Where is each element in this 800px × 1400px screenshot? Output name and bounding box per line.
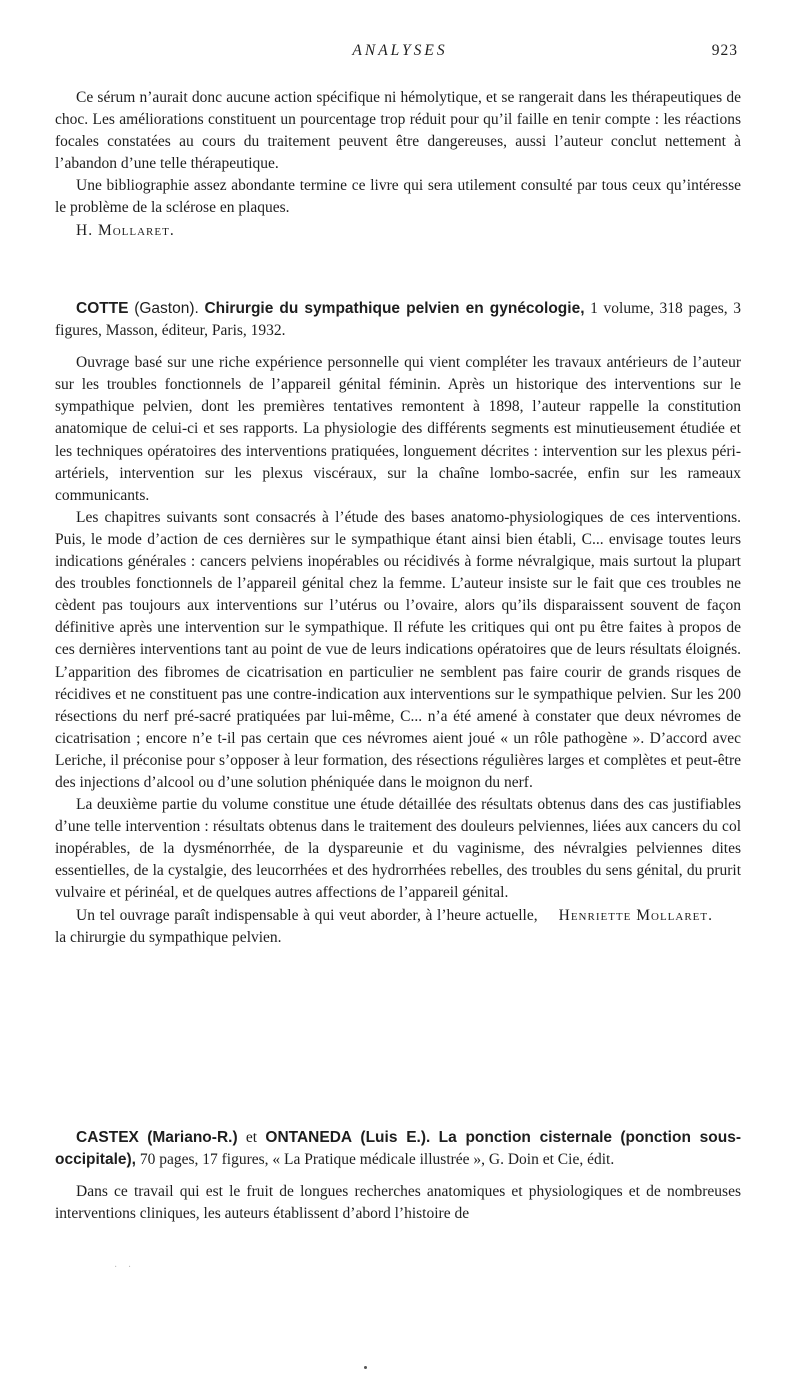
page-number: 923 [711,42,738,59]
paragraph: Une bibliographie assez abondante termine ce livre qui sera utilement consulté par tous ceux qu’intéresse le problème de la sclérose en plaques. [55,177,741,217]
review-heading [55,298,741,342]
paragraph: Les chapitres suivants sont consacrés à l’étude des bases anatomo-physiologiques de ces interventions. Puis, le mode d’action de ces dernières sur le sympathique étant ainsi bien établi, C... envisage toutes leurs indications générales : cancers pelviens inopérables ou récidivés à forme névralgique, mais surtout la plupart des troubles fonctionnels de l’appareil génital chez la femme. L’auteur insiste sur le fait que ces troubles ne cèdent pas toujours aux interventions sur l’utérus ou l’ovaire, alors qu’ils disparaissent souvent de façon définitive après une intervention sur le sympathique. Il réfute les critiques qui ont pu être faites à propos de ces dernières interventions tant au point de vue de leurs indications opératoires que de leurs résultats éloignés. L’apparition des fibromes de cicatrisation en particulier ne semblent pas faire courir de grands risques de récidives et ne constituent pas une contre-indication aux interventions sur le sympathique pelvien. Sur les 200 résections du nerf pré-sacré pratiquées par lui-même, C... n’a été amené à constater que deux névromes de cicatrisation ; encore n’e t-il pas certain que ces névromes aient joué « un rôle pathogène ». D’accord avec Leriche, il préconise pour s’opposer à leur formation, des résections régulières larges et complètes et peut-être des injections d’alcool ou d’une solution phéniquée dans le moignon du nerf. [55,508,741,791]
book-title: La ponction cisternale [438,1129,613,1146]
review-heading [55,1127,741,1171]
book-details: 1 volume, 318 pages, 3 figures, Masson, éditeur, Paris, 1932. [55,300,742,340]
author-firstname: (Luis E.). [360,1129,431,1146]
signature: H. Mollaret. [76,221,175,239]
author-firstname: (Gaston). [134,300,199,317]
paragraph: Ouvrage basé sur une riche expérience personnelle qui vient compléter les travaux antérieurs de l’auteur sur les troubles fonctionnels de l’appareil génital féminin. Après un historique des interventions sur le sympathique pelvien, dont les premières tentatives remontent à 1898, l’auteur rappelle la constitution anatomique de celui-ci et ses rapports. La physiologie des différents segments est minutieusement étudiée et les techniques opératoires des interventions pratiquées, longuement décrites : intervention sur les plexus péri-artériels, intervention sur les plexus viscéraux, sur la chaîne lombo-sacrée, enfin sur les rameaux communicants. [55,354,741,504]
paragraph: La deuxième partie du volume constitue une étude détaillée des résultats obtenus dans des cas justifiables d’une telle intervention : résultats obtenus dans le traitement des douleurs pelviennes, liées aux cancers du col inopérables, de la dysménorrhée, de la dyspareunie et du vaginisme, des névralgies pelviennes dites essentielles, de la cystalgie, des leucorrhées et des hydrorrhées rebelles, des troubles du sens génital, du prurit vulvaire et périnéal, et de quelques autres affections de l’appareil génital. [55,796,741,902]
page-header [0,42,800,68]
paragraph: Henriette Mollaret. Un tel ouvrage paraît indispensable à qui veut aborder, à l’heure actuelle, la chirurgie du sympathique pelvien. [55,906,713,946]
book-title: Chirurgie du sympathique pelvien en gynécologie, [204,300,585,317]
conjunction: et [245,1129,258,1146]
review-castex [55,1127,741,1225]
print-speckles: · · [114,1262,136,1273]
paragraph: Ce sérum n’aurait donc aucune action spécifique ni hémolytique, et se rangerait dans les thérapeutiques de choc. Les améliorations constituent un pourcentage trop réduit pour qu’il faille en tenir compte : les réactions focales constatées au cours du traitement peuvent être dangereuses, aussi l’auteur conclut nettement à l’abandon d’une telle thérapeutique. [55,89,741,173]
book-details: 70 pages, 17 figures, « La Pratique médicale illustrée », G. Doin et Cie, édit. [139,1151,615,1169]
author-surname: CASTEX [76,1129,139,1146]
running-title: ANALYSES [352,42,448,59]
print-speck [364,1366,367,1369]
author-surname: COTTE [76,300,129,317]
signature: Henriette Mollaret. [558,906,713,924]
previous-review [55,87,741,242]
paragraph: Dans ce travail qui est le fruit de longues recherches anatomiques et physiologiques et de nombreuses interventions cliniques, les auteurs établissent d’abord l’histoire de [55,1183,741,1223]
review-cotte [55,298,741,949]
book-subtitle: (ponction sous-occipitale), [55,1129,741,1169]
author-surname: ONTANEDA [265,1129,353,1146]
author-firstname: (Mariano-R.) [147,1129,238,1146]
